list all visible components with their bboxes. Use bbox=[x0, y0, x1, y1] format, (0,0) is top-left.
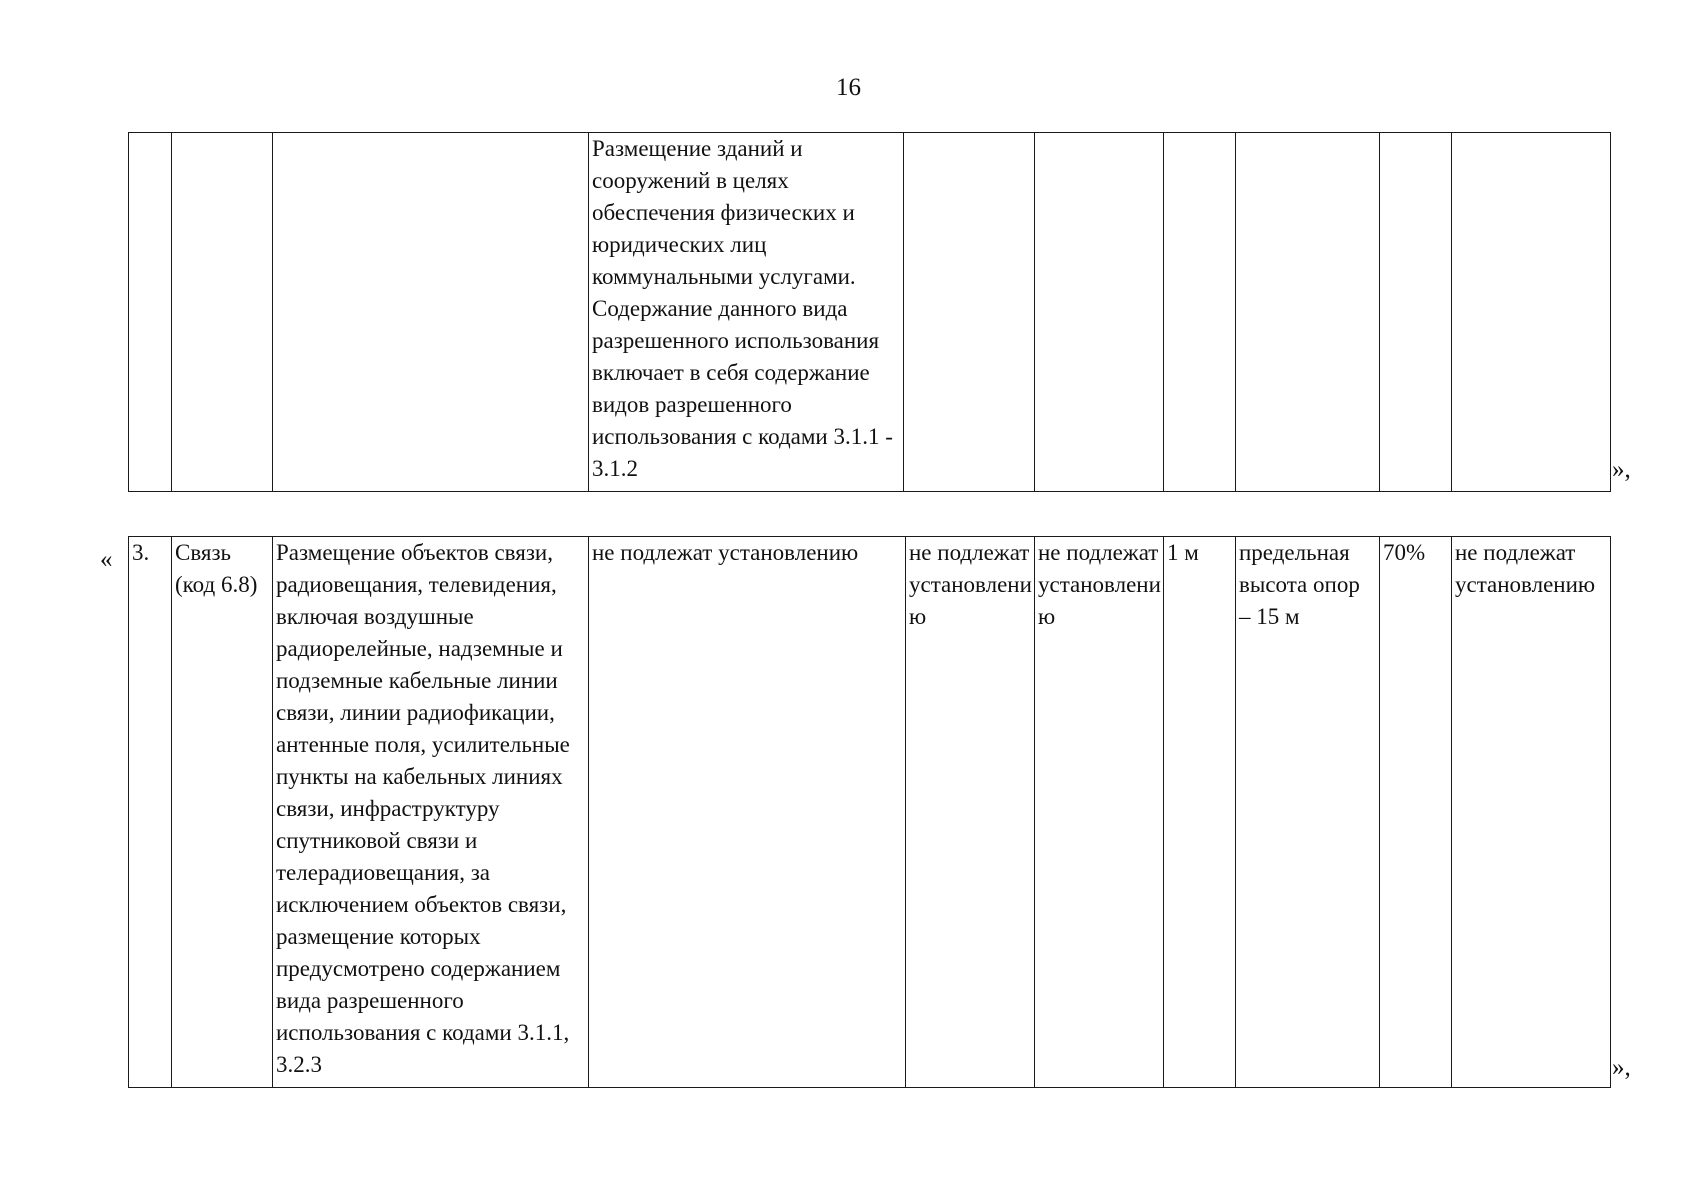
cell-number: 3. bbox=[129, 537, 172, 1088]
cell-col4: не подлежат установлению bbox=[589, 537, 906, 1088]
closing-quote: », bbox=[1612, 1054, 1631, 1081]
cell-col9: 70% bbox=[1380, 537, 1452, 1088]
cell-col5: не подлежат установлению bbox=[906, 537, 1035, 1088]
cell-col10: не подлежат установлению bbox=[1452, 537, 1611, 1088]
opening-quote: « bbox=[100, 546, 113, 573]
cell-col6 bbox=[1035, 133, 1164, 492]
table-communications bbox=[128, 536, 1611, 1088]
cell-col10 bbox=[1452, 133, 1611, 492]
cell-col7 bbox=[1164, 133, 1236, 492]
closing-quote: », bbox=[1612, 456, 1631, 483]
cell-col9 bbox=[1380, 133, 1452, 492]
cell-name bbox=[172, 133, 273, 492]
table-row bbox=[129, 133, 1611, 492]
cell-col8: предельная высота опор – 15 м bbox=[1236, 537, 1380, 1088]
cell-name: Связь (код 6.8) bbox=[172, 537, 273, 1088]
cell-description: Размещение объектов связи, радиовещания, телевидения, включая воздушные радиорелейные, надземные и подземные кабельные линии связи, линии радиофикации, антенные поля, усилительные пункты на кабельных линиях связи, инфраструктуру спутниковой связи и телерадиовещания, за исключением объектов связи, размещение которых предусмотрено содержанием вида разрешенного использования с кодами 3.1.1, 3.2.3 bbox=[273, 537, 589, 1088]
cell-col6: не подлежат установлению bbox=[1035, 537, 1164, 1088]
table-continuation bbox=[128, 132, 1611, 492]
cell-utilities-description: Размещение зданий и сооружений в целях обеспечения физических и юридических лиц коммунальными услугами. Содержание данного вида разрешенного использования включает в себя содержание видов разрешенного использования с кодами 3.1.1 - 3.1.2 bbox=[589, 133, 904, 492]
cell-number bbox=[129, 133, 172, 492]
page-number: 16 bbox=[836, 74, 861, 101]
cell-col8 bbox=[1236, 133, 1380, 492]
table-row bbox=[129, 537, 1611, 1088]
cell-description bbox=[273, 133, 589, 492]
cell-col7: 1 м bbox=[1164, 537, 1236, 1088]
cell-col5 bbox=[904, 133, 1035, 492]
